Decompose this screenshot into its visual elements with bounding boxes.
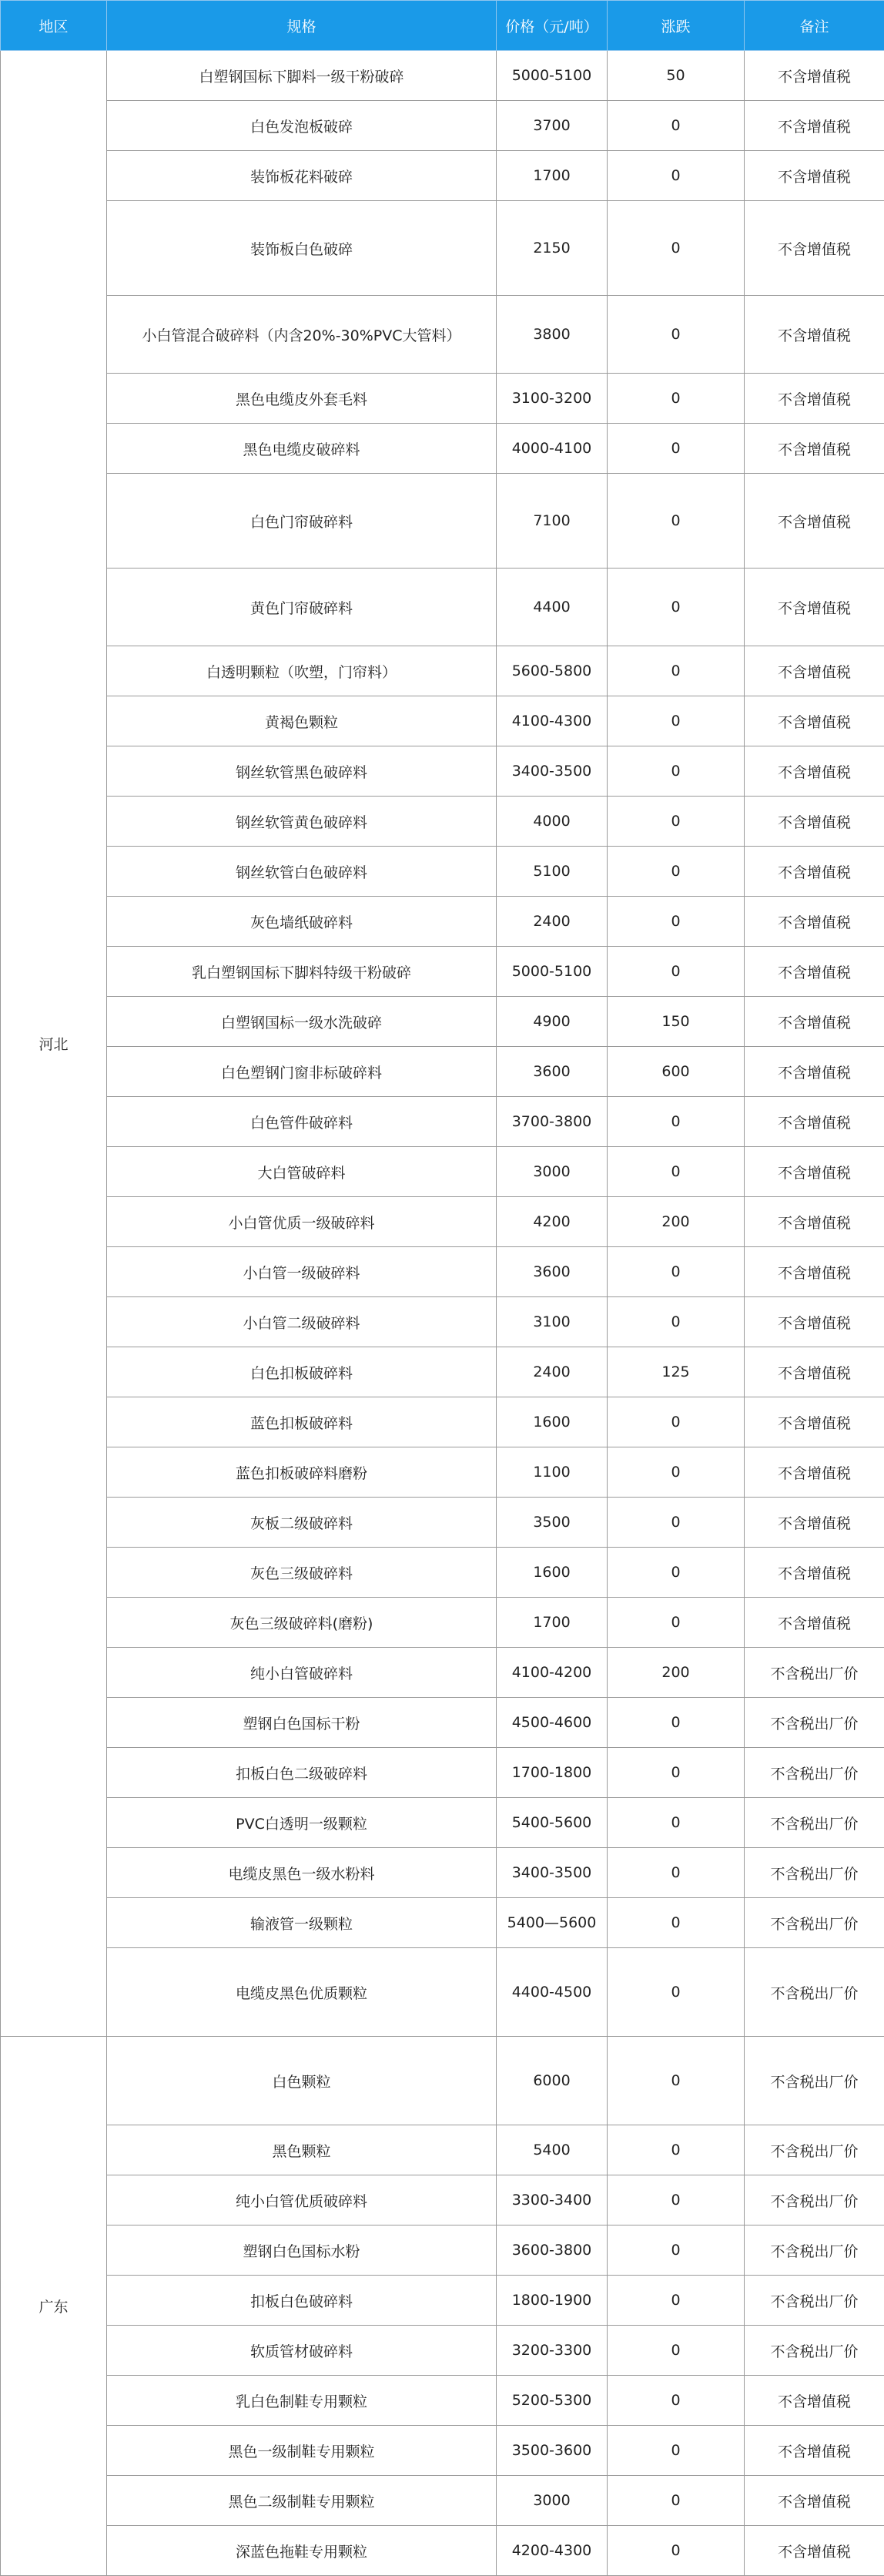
change-cell: 0 xyxy=(608,151,745,201)
spec-cell: 钢丝软管黄色破碎料 xyxy=(107,797,497,847)
change-cell: 0 xyxy=(608,474,745,569)
change-cell: 0 xyxy=(608,1548,745,1598)
note-cell: 不含税出厂价 xyxy=(745,1898,884,1948)
table-row xyxy=(1,1748,884,1798)
table-row xyxy=(1,1648,884,1698)
note-cell: 不含增值税 xyxy=(745,1498,884,1548)
note-cell: 不含税出厂价 xyxy=(745,1648,884,1698)
table-row xyxy=(1,696,884,746)
note-cell: 不含增值税 xyxy=(745,1548,884,1598)
spec-cell: 白透明颗粒（吹塑，门帘料） xyxy=(107,646,497,696)
note-cell: 不含增值税 xyxy=(745,947,884,997)
price-cell: 3700 xyxy=(497,101,608,151)
spec-cell: 电缆皮黑色一级水粉料 xyxy=(107,1848,497,1898)
price-cell: 3500 xyxy=(497,1498,608,1548)
spec-cell: 黑色电缆皮破碎料 xyxy=(107,424,497,474)
price-cell: 4500-4600 xyxy=(497,1698,608,1748)
price-cell: 3700-3800 xyxy=(497,1097,608,1147)
spec-cell: 白色门帘破碎料 xyxy=(107,474,497,569)
price-cell: 3000 xyxy=(497,1147,608,1197)
change-cell: 0 xyxy=(608,947,745,997)
table-row xyxy=(1,2426,884,2476)
price-cell: 1800-1900 xyxy=(497,2276,608,2326)
table-row xyxy=(1,797,884,847)
price-cell: 6000 xyxy=(497,2037,608,2125)
note-cell: 不含增值税 xyxy=(745,1397,884,1447)
price-cell: 3100-3200 xyxy=(497,374,608,424)
note-cell: 不含税出厂价 xyxy=(745,2225,884,2276)
change-cell: 0 xyxy=(608,1297,745,1347)
spec-cell: 黄褐色颗粒 xyxy=(107,696,497,746)
price-cell: 1700 xyxy=(497,151,608,201)
table-row xyxy=(1,2476,884,2526)
spec-cell: 大白管破碎料 xyxy=(107,1147,497,1197)
spec-cell: 灰板二级破碎料 xyxy=(107,1498,497,1548)
note-cell: 不含增值税 xyxy=(745,997,884,1047)
price-cell: 4100-4200 xyxy=(497,1648,608,1698)
spec-cell: 装饰板花料破碎 xyxy=(107,151,497,201)
spec-cell: 白色扣板破碎料 xyxy=(107,1347,497,1397)
price-cell: 3400-3500 xyxy=(497,746,608,797)
table-row xyxy=(1,2376,884,2426)
spec-cell: 灰色三级破碎料 xyxy=(107,1548,497,1598)
price-cell: 3600-3800 xyxy=(497,2225,608,2276)
note-cell: 不含增值税 xyxy=(745,2376,884,2426)
spec-cell: 软质管材破碎料 xyxy=(107,2326,497,2376)
note-cell: 不含增值税 xyxy=(745,897,884,947)
price-cell: 4000 xyxy=(497,797,608,847)
table-row xyxy=(1,947,884,997)
price-cell: 4100-4300 xyxy=(497,696,608,746)
region-cell-guangdong: 广东 xyxy=(1,2037,107,2576)
spec-cell: 钢丝软管白色破碎料 xyxy=(107,847,497,897)
price-cell: 5000-5100 xyxy=(497,51,608,101)
table-row xyxy=(1,2037,884,2125)
table-row xyxy=(1,1047,884,1097)
spec-cell: 小白管二级破碎料 xyxy=(107,1297,497,1347)
change-cell: 0 xyxy=(608,646,745,696)
note-cell: 不含增值税 xyxy=(745,1447,884,1498)
table-row xyxy=(1,2175,884,2225)
price-cell: 3200-3300 xyxy=(497,2326,608,2376)
table-row xyxy=(1,424,884,474)
change-cell: 0 xyxy=(608,1698,745,1748)
change-cell: 125 xyxy=(608,1347,745,1397)
change-cell: 0 xyxy=(608,1948,745,2037)
spec-cell: 白色塑钢门窗非标破碎料 xyxy=(107,1047,497,1097)
table-row xyxy=(1,1548,884,1598)
region-cell-hebei: 河北 xyxy=(1,51,107,2037)
header-spec: 规格 xyxy=(107,1,497,51)
header-price: 价格（元/吨） xyxy=(497,1,608,51)
spec-cell: 塑钢白色国标干粉 xyxy=(107,1698,497,1748)
spec-cell: 电缆皮黑色优质颗粒 xyxy=(107,1948,497,2037)
note-cell: 不含增值税 xyxy=(745,746,884,797)
price-cell: 4400 xyxy=(497,569,608,646)
price-cell: 2400 xyxy=(497,1347,608,1397)
header-region: 地区 xyxy=(1,1,107,51)
table-row xyxy=(1,1898,884,1948)
price-cell: 1600 xyxy=(497,1548,608,1598)
spec-cell: 白色发泡板破碎 xyxy=(107,101,497,151)
spec-cell: 小白管一级破碎料 xyxy=(107,1247,497,1297)
note-cell: 不含增值税 xyxy=(745,847,884,897)
table-row xyxy=(1,1197,884,1247)
change-cell: 0 xyxy=(608,2476,745,2526)
note-cell: 不含增值税 xyxy=(745,2526,884,2576)
table-row xyxy=(1,101,884,151)
table-row xyxy=(1,374,884,424)
price-cell: 4900 xyxy=(497,997,608,1047)
change-cell: 0 xyxy=(608,1498,745,1548)
table-row xyxy=(1,474,884,569)
table-row xyxy=(1,201,884,296)
table-row xyxy=(1,151,884,201)
spec-cell: 塑钢白色国标水粉 xyxy=(107,2225,497,2276)
spec-cell: 扣板白色二级破碎料 xyxy=(107,1748,497,1798)
price-cell: 2150 xyxy=(497,201,608,296)
change-cell: 0 xyxy=(608,2426,745,2476)
change-cell: 0 xyxy=(608,2326,745,2376)
note-cell: 不含税出厂价 xyxy=(745,2175,884,2225)
note-cell: 不含增值税 xyxy=(745,1197,884,1247)
spec-cell: 白色颗粒 xyxy=(107,2037,497,2125)
change-cell: 0 xyxy=(608,746,745,797)
table-row xyxy=(1,51,884,101)
table-row xyxy=(1,1798,884,1848)
table-row xyxy=(1,296,884,374)
note-cell: 不含增值税 xyxy=(745,51,884,101)
spec-cell: 钢丝软管黑色破碎料 xyxy=(107,746,497,797)
table-row xyxy=(1,1347,884,1397)
price-cell: 3300-3400 xyxy=(497,2175,608,2225)
price-cell: 2400 xyxy=(497,897,608,947)
change-cell: 0 xyxy=(608,374,745,424)
table-row xyxy=(1,1247,884,1297)
note-cell: 不含税出厂价 xyxy=(745,1848,884,1898)
price-cell: 4200 xyxy=(497,1197,608,1247)
note-cell: 不含税出厂价 xyxy=(745,2326,884,2376)
change-cell: 0 xyxy=(608,424,745,474)
spec-cell: PVC白透明一级颗粒 xyxy=(107,1798,497,1848)
table-row xyxy=(1,1598,884,1648)
change-cell: 0 xyxy=(608,1598,745,1648)
header-row xyxy=(1,1,884,51)
table-row xyxy=(1,569,884,646)
price-cell: 4200-4300 xyxy=(497,2526,608,2576)
note-cell: 不含增值税 xyxy=(745,2476,884,2526)
change-cell: 0 xyxy=(608,201,745,296)
change-cell: 0 xyxy=(608,2175,745,2225)
spec-cell: 小白管优质一级破碎料 xyxy=(107,1197,497,1247)
price-cell: 4400-4500 xyxy=(497,1948,608,2037)
change-cell: 0 xyxy=(608,847,745,897)
table-row xyxy=(1,1948,884,2037)
change-cell: 0 xyxy=(608,296,745,374)
change-cell: 0 xyxy=(608,101,745,151)
price-cell: 3100 xyxy=(497,1297,608,1347)
price-cell: 5400-5600 xyxy=(497,1798,608,1848)
spec-cell: 灰色墙纸破碎料 xyxy=(107,897,497,947)
price-cell: 3500-3600 xyxy=(497,2426,608,2476)
price-cell: 3600 xyxy=(497,1247,608,1297)
spec-cell: 蓝色扣板破碎料 xyxy=(107,1397,497,1447)
price-cell: 5400 xyxy=(497,2125,608,2175)
spec-cell: 黄色门帘破碎料 xyxy=(107,569,497,646)
note-cell: 不含增值税 xyxy=(745,296,884,374)
spec-cell: 黑色一级制鞋专用颗粒 xyxy=(107,2426,497,2476)
table-row xyxy=(1,1698,884,1748)
note-cell: 不含税出厂价 xyxy=(745,2037,884,2125)
price-cell: 5600-5800 xyxy=(497,646,608,696)
spec-cell: 黑色二级制鞋专用颗粒 xyxy=(107,2476,497,2526)
change-cell: 0 xyxy=(608,2225,745,2276)
table-row xyxy=(1,897,884,947)
price-cell: 1700-1800 xyxy=(497,1748,608,1798)
price-cell: 1700 xyxy=(497,1598,608,1648)
spec-cell: 蓝色扣板破碎料磨粉 xyxy=(107,1447,497,1498)
note-cell: 不含增值税 xyxy=(745,1598,884,1648)
change-cell: 0 xyxy=(608,569,745,646)
note-cell: 不含增值税 xyxy=(745,2426,884,2476)
note-cell: 不含增值税 xyxy=(745,1297,884,1347)
change-cell: 0 xyxy=(608,696,745,746)
note-cell: 不含增值税 xyxy=(745,646,884,696)
table-row xyxy=(1,1297,884,1347)
change-cell: 0 xyxy=(608,1397,745,1447)
note-cell: 不含增值税 xyxy=(745,797,884,847)
note-cell: 不含增值税 xyxy=(745,151,884,201)
change-cell: 0 xyxy=(608,1247,745,1297)
note-cell: 不含增值税 xyxy=(745,1047,884,1097)
change-cell: 0 xyxy=(608,2276,745,2326)
spec-cell: 黑色颗粒 xyxy=(107,2125,497,2175)
spec-cell: 装饰板白色破碎 xyxy=(107,201,497,296)
note-cell: 不含增值税 xyxy=(745,1147,884,1197)
price-cell: 1100 xyxy=(497,1447,608,1498)
change-cell: 0 xyxy=(608,797,745,847)
price-cell: 7100 xyxy=(497,474,608,569)
note-cell: 不含增值税 xyxy=(745,1097,884,1147)
table-row xyxy=(1,2225,884,2276)
note-cell: 不含增值税 xyxy=(745,569,884,646)
change-cell: 0 xyxy=(608,1097,745,1147)
price-cell: 3800 xyxy=(497,296,608,374)
table-row xyxy=(1,1447,884,1498)
note-cell: 不含税出厂价 xyxy=(745,1948,884,2037)
note-cell: 不含税出厂价 xyxy=(745,2276,884,2326)
price-cell: 4000-4100 xyxy=(497,424,608,474)
header-note: 备注 xyxy=(745,1,884,51)
note-cell: 不含增值税 xyxy=(745,201,884,296)
table-row xyxy=(1,646,884,696)
change-cell: 0 xyxy=(608,2037,745,2125)
table-row xyxy=(1,746,884,797)
spec-cell: 小白管混合破碎料（内含20%-30%PVC大管料） xyxy=(107,296,497,374)
spec-cell: 白塑钢国标下脚料一级干粉破碎 xyxy=(107,51,497,101)
change-cell: 0 xyxy=(608,897,745,947)
table-row xyxy=(1,2526,884,2576)
change-cell: 150 xyxy=(608,997,745,1047)
note-cell: 不含税出厂价 xyxy=(745,1798,884,1848)
note-cell: 不含增值税 xyxy=(745,1347,884,1397)
spec-cell: 扣板白色破碎料 xyxy=(107,2276,497,2326)
change-cell: 0 xyxy=(608,2526,745,2576)
note-cell: 不含增值税 xyxy=(745,1247,884,1297)
note-cell: 不含税出厂价 xyxy=(745,1748,884,1798)
table-row xyxy=(1,997,884,1047)
change-cell: 0 xyxy=(608,1898,745,1948)
change-cell: 0 xyxy=(608,1147,745,1197)
table-body xyxy=(1,51,884,2576)
change-cell: 600 xyxy=(608,1047,745,1097)
spec-cell: 乳白色制鞋专用颗粒 xyxy=(107,2376,497,2426)
spec-cell: 纯小白管优质破碎料 xyxy=(107,2175,497,2225)
note-cell: 不含税出厂价 xyxy=(745,1698,884,1748)
price-cell: 3000 xyxy=(497,2476,608,2526)
note-cell: 不含增值税 xyxy=(745,101,884,151)
note-cell: 不含增值税 xyxy=(745,474,884,569)
spec-cell: 纯小白管破碎料 xyxy=(107,1648,497,1698)
change-cell: 0 xyxy=(608,2125,745,2175)
note-cell: 不含增值税 xyxy=(745,374,884,424)
change-cell: 0 xyxy=(608,1798,745,1848)
spec-cell: 黑色电缆皮外套毛料 xyxy=(107,374,497,424)
spec-cell: 白色管件破碎料 xyxy=(107,1097,497,1147)
table-row xyxy=(1,1147,884,1197)
change-cell: 0 xyxy=(608,1748,745,1798)
spec-cell: 深蓝色拖鞋专用颗粒 xyxy=(107,2526,497,2576)
spec-cell: 乳白塑钢国标下脚料特级干粉破碎 xyxy=(107,947,497,997)
spec-cell: 灰色三级破碎料(磨粉) xyxy=(107,1598,497,1648)
change-cell: 200 xyxy=(608,1648,745,1698)
price-cell: 5100 xyxy=(497,847,608,897)
table-row xyxy=(1,1498,884,1548)
change-cell: 0 xyxy=(608,1447,745,1498)
change-cell: 50 xyxy=(608,51,745,101)
table-row xyxy=(1,2276,884,2326)
price-cell: 3600 xyxy=(497,1047,608,1097)
spec-cell: 白塑钢国标一级水洗破碎 xyxy=(107,997,497,1047)
price-cell: 3400-3500 xyxy=(497,1848,608,1898)
table-row xyxy=(1,2125,884,2175)
table-row xyxy=(1,1848,884,1898)
header-change: 涨跌 xyxy=(608,1,745,51)
table-row xyxy=(1,2326,884,2376)
change-cell: 0 xyxy=(608,1848,745,1898)
change-cell: 200 xyxy=(608,1197,745,1247)
note-cell: 不含增值税 xyxy=(745,696,884,746)
table-row xyxy=(1,847,884,897)
change-cell: 0 xyxy=(608,2376,745,2426)
table-row xyxy=(1,1397,884,1447)
price-cell: 5200-5300 xyxy=(497,2376,608,2426)
price-cell: 5000-5100 xyxy=(497,947,608,997)
price-cell: 1600 xyxy=(497,1397,608,1447)
note-cell: 不含税出厂价 xyxy=(745,2125,884,2175)
note-cell: 不含增值税 xyxy=(745,424,884,474)
table-row xyxy=(1,1097,884,1147)
price-cell: 5400—5600 xyxy=(497,1898,608,1948)
spec-cell: 输液管一级颗粒 xyxy=(107,1898,497,1948)
